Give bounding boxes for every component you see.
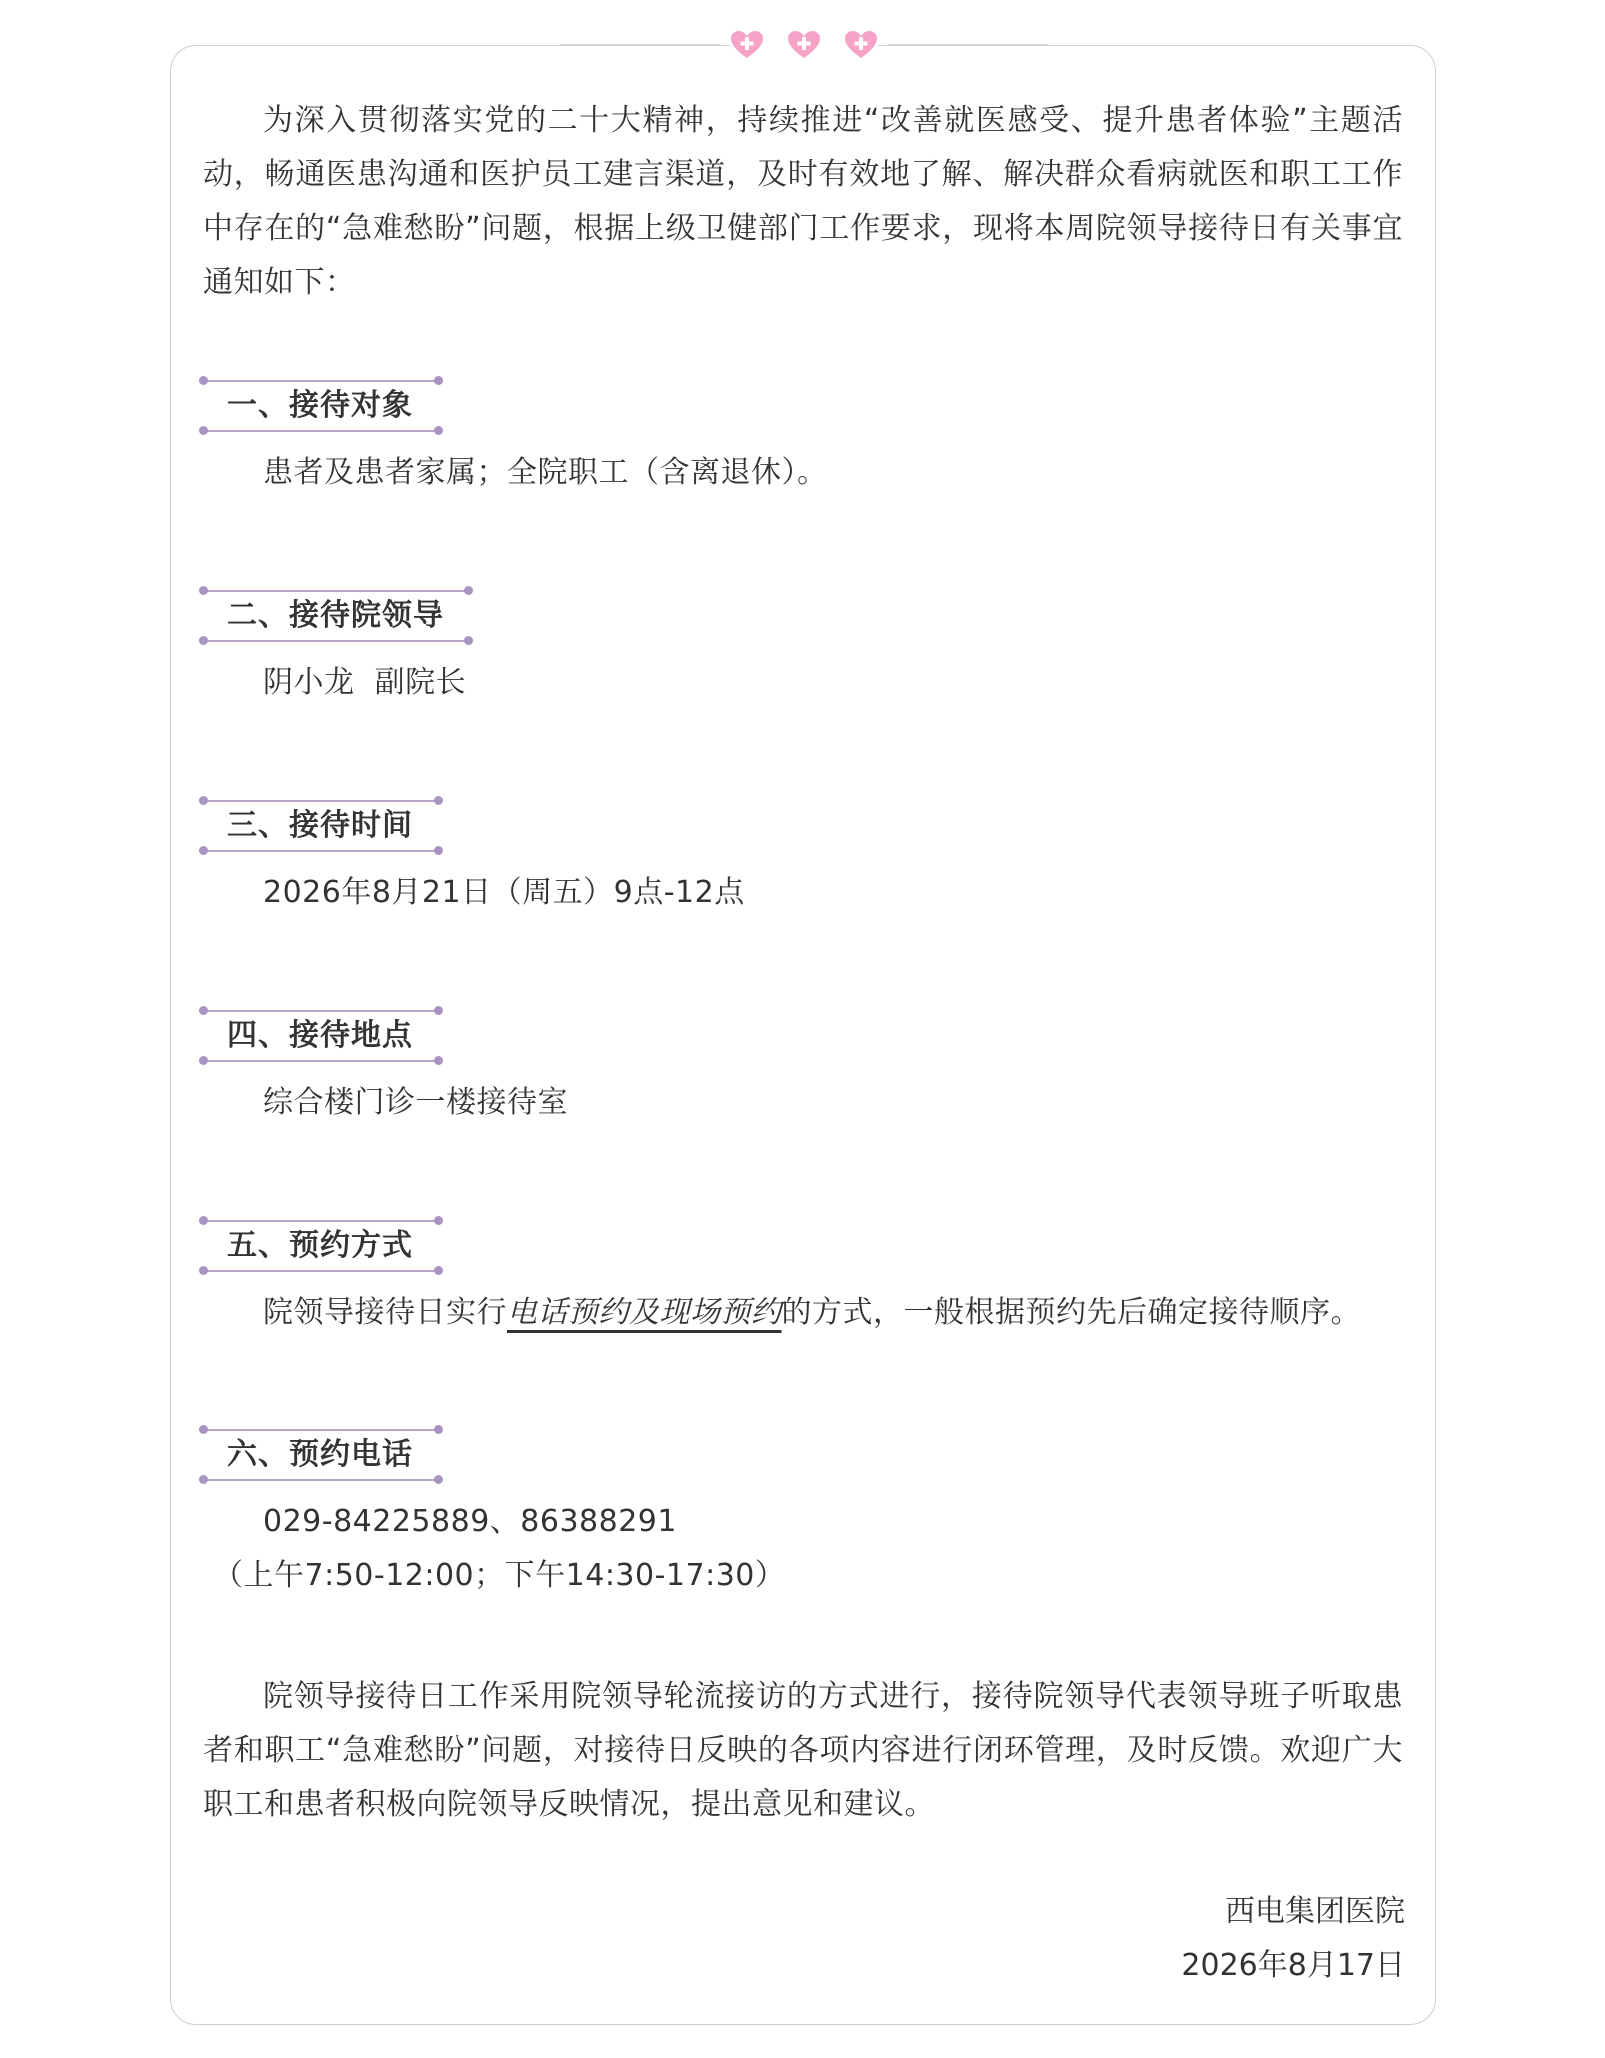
- heart-plus-icon: [844, 30, 878, 60]
- heading-dot: [199, 586, 208, 595]
- heading-dot: [199, 636, 208, 645]
- heading-dot: [434, 376, 443, 385]
- booking-text-after: 的方式，一般根据预约先后确定接待顺序。: [781, 1295, 1361, 1330]
- heading-rule-top: [203, 1429, 439, 1431]
- section-body: 阴小龙 副院长: [263, 665, 467, 700]
- heading-rule-top: [203, 380, 439, 382]
- heading-dot: [434, 1266, 443, 1275]
- section-body: 综合楼门诊一楼接待室: [263, 1085, 568, 1120]
- heading-dot: [199, 1475, 208, 1484]
- section-body: [203, 1286, 1403, 1340]
- heading-dot: [199, 1425, 208, 1434]
- heading-dot: [434, 1425, 443, 1434]
- section-title: 三、接待时间: [227, 808, 413, 843]
- booking-emphasis: 电话预约及现场预约: [507, 1295, 782, 1330]
- heading-dot: [464, 636, 473, 645]
- top-ornament: [730, 26, 878, 64]
- section-heading: [203, 582, 469, 648]
- section-heading: [203, 1421, 439, 1487]
- signature-date: 2026年8月17日: [1181, 1948, 1405, 1983]
- section-booking-phone: [203, 1421, 785, 1603]
- phone-numbers[interactable]: 029-84225889、86388291: [263, 1504, 677, 1539]
- section-heading: [203, 792, 439, 858]
- heading-rule-bottom: [203, 640, 469, 642]
- heading-rule-top: [203, 1010, 439, 1012]
- booking-text-before: 院领导接待日实行: [263, 1295, 507, 1330]
- heading-dot: [199, 846, 208, 855]
- heading-rule-bottom: [203, 850, 439, 852]
- section-title: 五、预约方式: [227, 1228, 413, 1263]
- intro-paragraph: 为深入贯彻落实党的二十大精神，持续推进“改善就医感受、提升患者体验”主题活动，畅通医患沟通和医护员工建言渠道，及时有效地了解、解决群众看病就医和职工工作中存在的“急难愁盼”问题，根据上级卫健部门工作要求，现将本周院领导接待日有关事宜通知如下：: [203, 103, 1403, 300]
- phone-hours: （上午7:50-12:00；下午14:30-17:30）: [213, 1558, 786, 1593]
- heading-dot: [434, 1216, 443, 1225]
- heading-rule-bottom: [203, 1270, 439, 1272]
- section-body: 2026年8月21日（周五）9点-12点: [263, 875, 745, 910]
- heading-dot: [464, 586, 473, 595]
- heading-dot: [199, 426, 208, 435]
- top-ornament-line-left: [560, 44, 720, 46]
- section-title: 四、接待地点: [227, 1018, 413, 1053]
- heading-rule-bottom: [203, 1060, 439, 1062]
- signature-org: 西电集团医院: [1225, 1894, 1405, 1929]
- heading-dot: [434, 1006, 443, 1015]
- section-heading: [203, 1212, 439, 1278]
- section-recipients: [203, 372, 828, 500]
- heading-dot: [199, 1216, 208, 1225]
- section-title: 二、接待院领导: [227, 598, 444, 633]
- top-ornament-line-right: [888, 44, 1048, 46]
- intro-block: [203, 94, 1403, 310]
- heading-dot: [434, 796, 443, 805]
- heading-dot: [199, 796, 208, 805]
- section-title: 一、接待对象: [227, 388, 413, 423]
- heading-rule-bottom: [203, 1479, 439, 1481]
- heading-rule-top: [203, 800, 439, 802]
- heading-rule-bottom: [203, 430, 439, 432]
- section-title: 六、预约电话: [227, 1437, 413, 1472]
- heading-dot: [434, 1475, 443, 1484]
- heading-rule-top: [203, 1220, 439, 1222]
- heading-dot: [199, 1266, 208, 1275]
- heading-dot: [199, 1006, 208, 1015]
- heading-rule-top: [203, 590, 469, 592]
- section-booking-method: [203, 1212, 1403, 1340]
- closing-block: [203, 1670, 1403, 1832]
- heading-dot: [199, 376, 208, 385]
- heading-dot: [434, 426, 443, 435]
- heading-dot: [199, 1056, 208, 1065]
- section-time: [203, 792, 745, 920]
- heading-dot: [434, 1056, 443, 1065]
- section-body: 患者及患者家属；全院职工（含离退休）。: [263, 455, 828, 490]
- heading-dot: [434, 846, 443, 855]
- section-heading: [203, 1002, 439, 1068]
- section-leader: [203, 582, 469, 710]
- heart-plus-icon: [730, 30, 764, 60]
- heart-plus-icon: [787, 30, 821, 60]
- closing-paragraph: 院领导接待日工作采用院领导轮流接访的方式进行，接待院领导代表领导班子听取患者和职工“急难愁盼”问题，对接待日反映的各项内容进行闭环管理，及时反馈。欢迎广大职工和患者积极向院领导反映情况，提出意见和建议。: [203, 1679, 1403, 1822]
- section-location: [203, 1002, 568, 1130]
- section-heading: [203, 372, 439, 438]
